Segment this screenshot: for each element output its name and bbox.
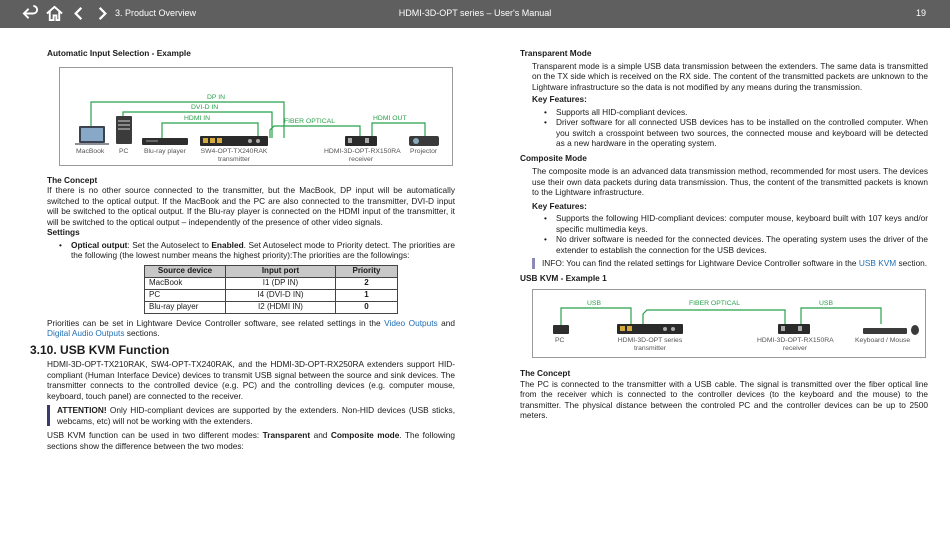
transmitter-role: transmitter <box>633 345 667 352</box>
transmitter-label <box>609 337 691 353</box>
usb-concept-paragraph: The PC is connected to the transmitter with a USB cable. The signal is transmitted over the fiber optical line from the receiver which is connected to the controller devices (to the keyboard and the mouse) to the transmitter. The physical distance between the controled PC and the controller devices can be up to 2500 meters. <box>520 378 928 420</box>
receiver-label <box>324 147 401 164</box>
section-title: 3. Product Overview <box>115 8 197 18</box>
transparent-mode-paragraph: Transparent mode is a simple USB data transmission between the extenders. The same data is transmitted on the TX side which is received on the RX side. The content of the transmitted packets are unknown to the Lightware infrastructure so the data is not modified by any means during the transmission. <box>532 60 928 92</box>
usb-kvm-link[interactable]: USB KVM <box>858 258 897 268</box>
key-features-heading: Key Features: <box>532 94 587 104</box>
pc-tower-icon <box>553 325 569 334</box>
table-row <box>145 301 398 313</box>
info-text-2: section. <box>896 258 928 268</box>
page-number: 19 <box>915 8 926 18</box>
receiver-model: HDMI-3D-OPT-RX150RA <box>757 337 834 344</box>
table-cell: 1 <box>336 289 398 301</box>
transparent-term: Transparent <box>262 430 311 440</box>
priority-table <box>144 265 398 314</box>
right-column <box>520 44 928 421</box>
usb-kvm-heading: 3.10. USB KVM Function <box>30 342 170 357</box>
transparent-feature-bullet: • Supports all HID-compliant devices. <box>532 107 928 118</box>
table-header-row <box>145 265 398 277</box>
table-cell: I2 (HDMI IN) <box>226 301 336 313</box>
transmitter-model: HDMI-3D-OPT series <box>617 337 683 344</box>
composite-feature-bullet: • No driver software is needed for the connected devices. The operating system uses the driver of the extender to establish the connection for the USB devices. <box>532 234 928 255</box>
table-cell: 2 <box>336 277 398 289</box>
receiver-device-icon <box>345 136 377 146</box>
projector-label: Projector <box>410 147 438 155</box>
transmitter-model: SW4-OPT-TX240RAK <box>200 147 268 155</box>
top-bar <box>0 0 950 28</box>
priority-note-text-2: and <box>437 317 455 328</box>
dp-in-connector-label: DP IN <box>207 93 226 101</box>
composite-term: Composite mode <box>330 430 400 440</box>
usb-kvm-paragraph: HDMI-3D-OPT-TX210RAK, SW4-OPT-TX240RAK, and the HDMI-3D-OPT-RX250RA extenders support HID-compliant (Human Interface Device) devices to transmit USB signal between the source and sink devices. The transmitter connects to the controlled device (e.g. PC) and the controlling devices (e.g. computer mouse, keyboard, touch panel) are connected to the receiver. <box>47 359 455 401</box>
composite-mode-heading: Composite Mode <box>520 152 587 163</box>
modes-text-2: and <box>310 430 331 440</box>
composite-mode-paragraph: The composite mode is an advanced data transmission method, recommended for most users. The devices use their own data packets during data transmission. Thus, the content of the transmitted packets is known to the Lightware infrastructure. <box>532 166 928 197</box>
table-cell: PC <box>145 289 226 301</box>
key-features-heading: Key Features: <box>532 200 587 211</box>
hdmi-out-connector-label: HDMI OUT <box>373 114 407 122</box>
left-column <box>30 44 455 451</box>
usb-kvm-diagram <box>532 289 926 358</box>
table-cell: MacBook <box>145 277 226 289</box>
table-row <box>145 289 398 301</box>
macbook-icon <box>75 126 109 145</box>
table-row <box>145 277 398 289</box>
settings-text-1: : Set the Autoselect to <box>127 239 212 250</box>
modes-text-1: USB KVM function can be used in two different modes: <box>47 430 263 440</box>
transparent-feature-bullet: • Driver software for all connected USB devices has to be installed on the controlled computer. When you switch a crosspoint between two sources, the connected mouse and keyboard will be detected as a new hardware in the operating system. <box>532 117 928 149</box>
receiver-model: HDMI-3D-OPT-RX150RA <box>324 147 401 155</box>
table-cell: 0 <box>336 301 398 313</box>
enabled-term: Enabled <box>211 239 244 250</box>
info-box <box>532 258 928 269</box>
usb-kvm-modes-paragraph <box>47 430 455 451</box>
optical-output-term: Optical output <box>71 239 128 250</box>
modes-text-3: . The following sections show the difference between the two modes: <box>47 430 455 451</box>
transparent-mode-heading: Transparent Mode <box>520 48 592 58</box>
receiver-device-icon <box>778 324 810 334</box>
settings-heading: Settings <box>47 227 80 237</box>
table-cell: Blu-ray player <box>145 301 226 313</box>
fiber-optical-connector-label: FIBER OPTICAL <box>284 117 335 125</box>
usb-connector-label: USB <box>587 300 601 307</box>
bluray-player-icon <box>142 138 188 145</box>
attention-label: ATTENTION! <box>57 405 107 415</box>
concept-heading: The Concept <box>47 174 98 185</box>
pc-icon <box>116 116 132 144</box>
attention-text: Only HID-compliant devices are supported by the extenders. Non-HID devices (USB sticks, webcams, etc) will not be working with the extenders. <box>57 405 455 426</box>
keyboard-mouse-label: Keyboard / Mouse <box>855 337 911 344</box>
usb-kvm-example-heading: USB KVM - Example 1 <box>520 272 607 283</box>
table-cell: I1 (DP IN) <box>226 277 336 289</box>
receiver-role: receiver <box>348 155 374 163</box>
dvi-in-connector-label: DVI-D IN <box>191 103 219 111</box>
auto-select-heading: Automatic Input Selection - Example <box>47 48 191 58</box>
hdmi-in-connector-label: HDMI IN <box>184 114 211 122</box>
projector-icon <box>409 136 439 146</box>
table-header: Input port <box>226 265 336 277</box>
composite-feature-bullet: • Supports the following HID-compliant devices: computer mouse, keyboard built with 107 keys and/or specific multimedia keys. <box>532 213 928 234</box>
priority-note-text-3: sections. <box>124 328 160 338</box>
video-outputs-link[interactable]: Video Outputs <box>384 317 438 328</box>
priority-note <box>47 318 455 339</box>
usb-connector-label: USB <box>819 300 833 307</box>
priority-note-text-1: Priorities can be set in Lightware Device Controller software, see related settings in the <box>47 317 385 328</box>
transmitter-device-icon <box>200 136 268 146</box>
concept-paragraph: If there is no other source connected to the transmitter, but the MacBook, DP input will be automatically switched to the optical output. If the MacBook and the PC are also connected to the transmitter, DVI-D input will be switched to the optical output. If the Blu-ray player is connected on the HDMI input of the transmitter, it will be switched to the optical output – independently of the presence of other video signals. <box>47 185 455 227</box>
table-cell: I4 (DVI-D IN) <box>226 289 336 301</box>
keyboard-mouse-icon <box>863 325 919 335</box>
usb-concept-heading: The Concept <box>520 368 571 378</box>
receiver-label <box>757 337 833 353</box>
auto-select-diagram <box>59 67 453 166</box>
macbook-label: MacBook <box>76 147 105 155</box>
pc-label: PC <box>555 337 565 344</box>
bluray-label: Blu-ray player <box>144 147 186 155</box>
transmitter-device-icon <box>617 324 683 334</box>
manual-title: HDMI-3D-OPT series – User's Manual <box>398 8 552 18</box>
digital-audio-outputs-link[interactable]: Digital Audio Outputs <box>47 328 125 338</box>
info-text-1: INFO: You can find the related settings for Lightware Device Controller software in the <box>542 258 859 268</box>
fiber-optical-connector-label: FIBER OPTICAL <box>689 300 740 307</box>
settings-text-2: . Set Autoselect mode to Priority detect. The priorities are the following (the lowest number means the highest priority):The priorities are the followings: <box>71 239 455 260</box>
table-header: Priority <box>336 265 398 277</box>
transmitter-label <box>200 148 268 164</box>
transmitter-role: transmitter <box>217 155 251 163</box>
settings-bullet <box>47 240 455 261</box>
attention-box <box>47 405 455 426</box>
pc-label: PC <box>119 147 129 155</box>
receiver-role: receiver <box>782 345 808 352</box>
table-header: Source device <box>145 265 226 277</box>
